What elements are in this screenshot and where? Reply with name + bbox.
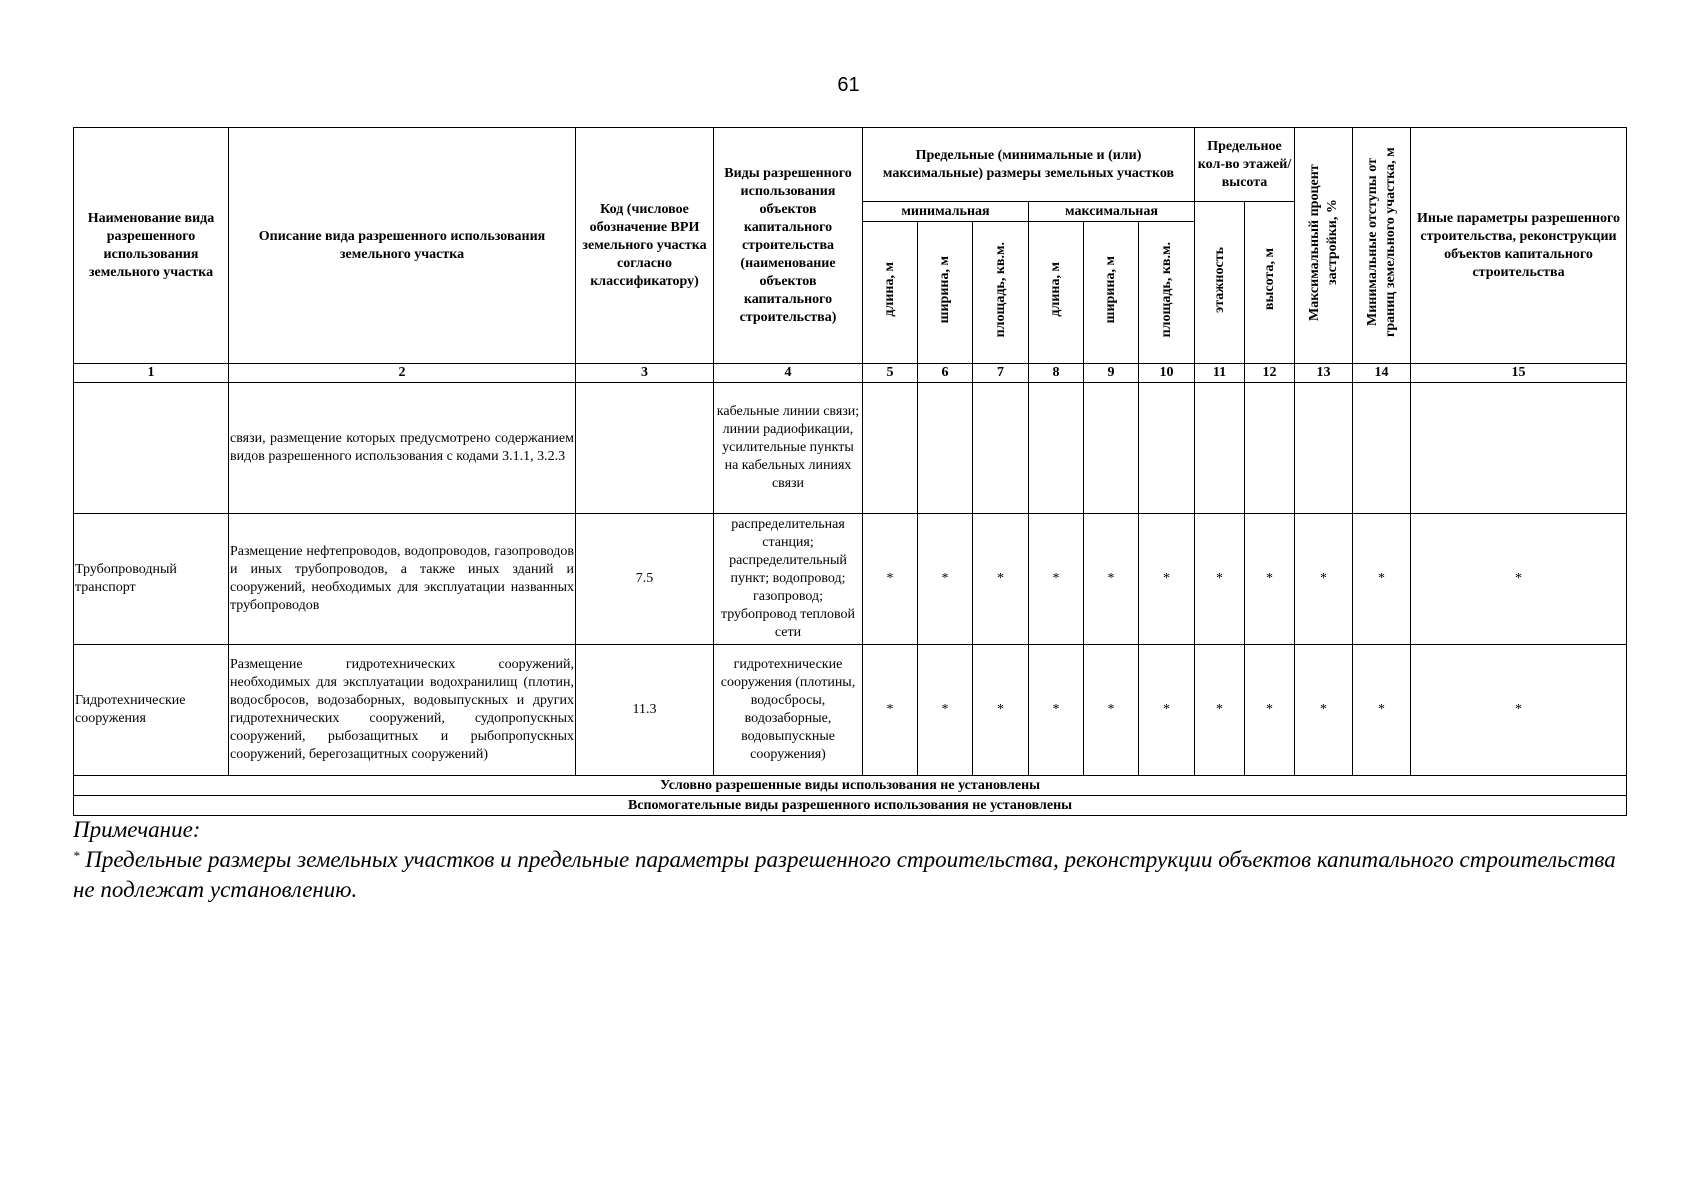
- param-cell: [863, 383, 918, 514]
- footnote-body: Предельные размеры земельных участков и предельные параметры разрешенного строительства, реконструкции объектов капитального строительства не подлежат установлению.: [73, 847, 1616, 902]
- param-cell: *: [1139, 514, 1195, 645]
- param-cell: *: [973, 514, 1029, 645]
- header-height: высота, м: [1245, 202, 1295, 364]
- construction-objects-cell: распределительная станция; распределительный пункт; водопровод; газопровод; трубопровод тепловой сети: [714, 514, 863, 645]
- column-number: 11: [1195, 364, 1245, 383]
- table-row: [74, 383, 1627, 514]
- construction-objects-cell: кабельные линии связи; линии радиофикации, усилительные пункты на кабельных линиях связи: [714, 383, 863, 514]
- header-min-setback: Минимальные отступы от границ земельного участка, м: [1353, 128, 1411, 364]
- param-cell: *: [1195, 645, 1245, 776]
- footnote-title: Примечание:: [73, 817, 201, 842]
- header-other-parameters: Иные параметры разрешенного строительства, реконструкции объектов капитального строительства: [1411, 128, 1627, 364]
- param-cell: *: [973, 645, 1029, 776]
- header-max-length: длина, м: [1029, 222, 1084, 364]
- param-cell: *: [1411, 514, 1627, 645]
- column-number: 9: [1084, 364, 1139, 383]
- footnote-text: [73, 845, 1633, 905]
- column-number: 7: [973, 364, 1029, 383]
- param-cell: [1245, 383, 1295, 514]
- param-cell: *: [1411, 645, 1627, 776]
- header-max-area: площадь, кв.м.: [1139, 222, 1195, 364]
- column-number: 1: [74, 364, 229, 383]
- param-cell: *: [863, 645, 918, 776]
- param-cell: [1084, 383, 1139, 514]
- param-cell: [973, 383, 1029, 514]
- param-cell: *: [1084, 645, 1139, 776]
- column-number: 5: [863, 364, 918, 383]
- header-plot-size-limits: Предельные (минимальные и (или) максимальные) размеры земельных участков: [863, 128, 1195, 202]
- header-min-length: длина, м: [863, 222, 918, 364]
- conditional-uses-row: Условно разрешенные виды использования не установлены: [74, 776, 1627, 796]
- param-cell: [1411, 383, 1627, 514]
- param-cell: [918, 383, 973, 514]
- param-cell: [1295, 383, 1353, 514]
- use-description-cell: Размещение гидротехнических сооружений, необходимых для эксплуатации водохранилищ (плотин, водосбросов, водозаборных, водовыпускных и других гидротехнических сооружений, судопропускных сооружений, рыбозащитных и рыбопропускных сооружений, берегозащитных сооружений): [229, 645, 576, 776]
- construction-objects-cell: гидротехнические сооружения (плотины, водосбросы, водозаборные, водовыпускные сооружения): [714, 645, 863, 776]
- use-name-cell: Гидротехнические сооружения: [74, 645, 229, 776]
- param-cell: [1139, 383, 1195, 514]
- param-cell: *: [918, 514, 973, 645]
- zoning-regulations-table: [73, 127, 1627, 816]
- header-use-code: Код (числовое обозначение ВРИ земельного участка согласно классификатору): [576, 128, 714, 364]
- header-construction-objects: Виды разрешенного использования объектов капитального строительства (наименование объектов капитального строительства): [714, 128, 863, 364]
- param-cell: *: [863, 514, 918, 645]
- column-number: 10: [1139, 364, 1195, 383]
- header-min-area: площадь, кв.м.: [973, 222, 1029, 364]
- header-floors: этажность: [1195, 202, 1245, 364]
- header-min-width: ширина, м: [918, 222, 973, 364]
- param-cell: [1029, 383, 1084, 514]
- column-number: 3: [576, 364, 714, 383]
- use-code-cell: [576, 383, 714, 514]
- use-name-cell: [74, 383, 229, 514]
- column-number: 8: [1029, 364, 1084, 383]
- header-use-name: Наименование вида разрешенного использования земельного участка: [74, 128, 229, 364]
- use-description-cell: связи, размещение которых предусмотрено содержанием видов разрешенного использования с кодами 3.1.1, 3.2.3: [229, 383, 576, 514]
- header-max-building-percent: Максимальный процент застройки, %: [1295, 128, 1353, 364]
- header-minimum: минимальная: [863, 202, 1029, 222]
- param-cell: *: [1353, 514, 1411, 645]
- header-max-width: ширина, м: [1084, 222, 1139, 364]
- param-cell: *: [1353, 645, 1411, 776]
- param-cell: *: [1084, 514, 1139, 645]
- column-number: 14: [1353, 364, 1411, 383]
- table-row: [74, 645, 1627, 776]
- param-cell: *: [1139, 645, 1195, 776]
- column-number: 6: [918, 364, 973, 383]
- column-number: 15: [1411, 364, 1627, 383]
- column-number: 12: [1245, 364, 1295, 383]
- param-cell: *: [1029, 514, 1084, 645]
- param-cell: *: [1245, 645, 1295, 776]
- page-number: 61: [837, 74, 860, 96]
- param-cell: *: [918, 645, 973, 776]
- use-code-cell: 7.5: [576, 514, 714, 645]
- table-row: [74, 514, 1627, 645]
- column-number: 2: [229, 364, 576, 383]
- footnote: [73, 815, 1633, 905]
- footnote-marker: *: [73, 848, 80, 863]
- auxiliary-uses-row: Вспомогательные виды разрешенного использования не установлены: [74, 796, 1627, 816]
- use-code-cell: 11.3: [576, 645, 714, 776]
- column-number: 4: [714, 364, 863, 383]
- column-number: 13: [1295, 364, 1353, 383]
- param-cell: *: [1295, 645, 1353, 776]
- param-cell: *: [1029, 645, 1084, 776]
- param-cell: [1353, 383, 1411, 514]
- param-cell: *: [1195, 514, 1245, 645]
- param-cell: [1195, 383, 1245, 514]
- param-cell: *: [1295, 514, 1353, 645]
- header-use-description: Описание вида разрешенного использования земельного участка: [229, 128, 576, 364]
- header-maximum: максимальная: [1029, 202, 1195, 222]
- use-name-cell: Трубопроводный транспорт: [74, 514, 229, 645]
- header-floors-height: Предельное кол-во этажей/ высота: [1195, 128, 1295, 202]
- use-description-cell: Размещение нефтепроводов, водопроводов, газопроводов и иных трубопроводов, а также иных зданий и сооружений, необходимых для эксплуатации названных трубопроводов: [229, 514, 576, 645]
- param-cell: *: [1245, 514, 1295, 645]
